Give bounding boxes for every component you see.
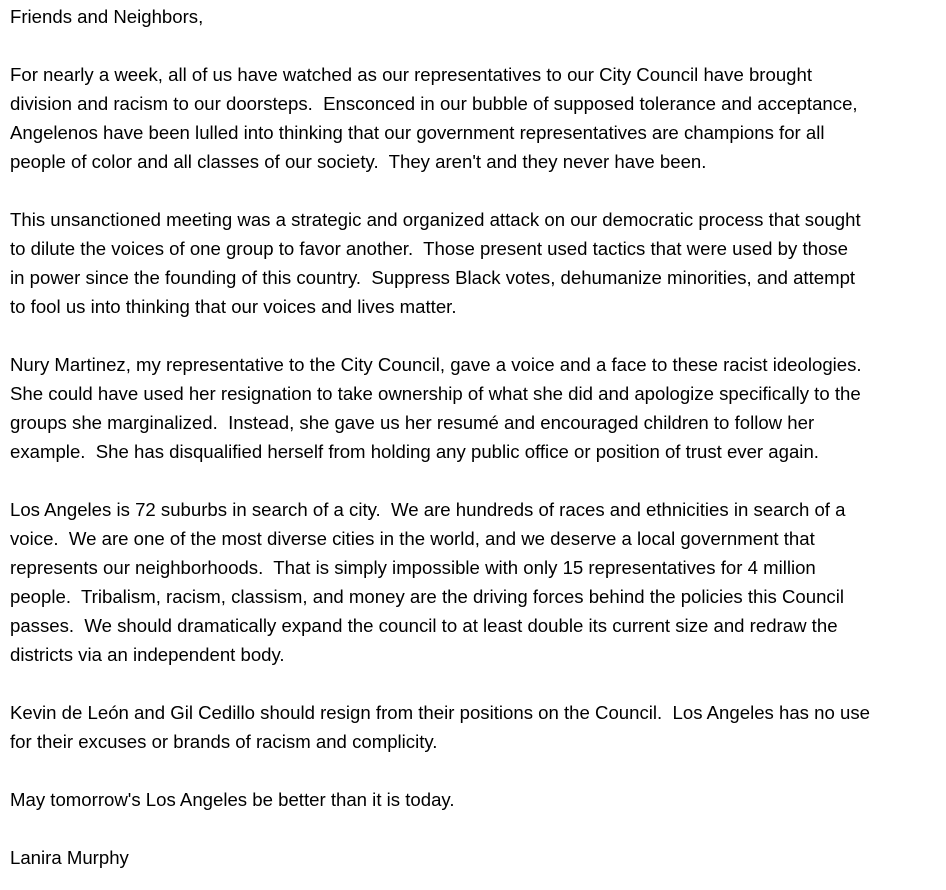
paragraph-line: Los Angeles is 72 suburbs in search of a city. We are hundreds of races and ethnicities in search of a: [10, 499, 846, 520]
signature: [10, 843, 940, 872]
paragraph-opening: [10, 60, 940, 176]
paragraph-line: For nearly a week, all of us have watched as our representatives to our City Council have brought: [10, 64, 813, 85]
paragraph-closing: [10, 785, 940, 814]
paragraph-line: districts via an independent body.: [10, 644, 285, 665]
paragraph-line: in power since the founding of this country. Suppress Black votes, dehumanize minorities, and attempt: [10, 267, 856, 288]
paragraph-resignation: [10, 698, 940, 756]
paragraph-line: voice. We are one of the most diverse cities in the world, and we deserve a local government that: [10, 528, 815, 549]
paragraph-line: represents our neighborhoods. That is simply impossible with only 15 representatives for 4 million: [10, 557, 816, 578]
paragraph-line: for their excuses or brands of racism and complicity.: [10, 731, 438, 752]
paragraph-meeting: [10, 205, 940, 321]
paragraph-line: This unsanctioned meeting was a strategic and organized attack on our democratic process that sought: [10, 209, 861, 230]
paragraph-line: division and racism to our doorsteps. Ensconced in our bubble of supposed tolerance and acceptance,: [10, 93, 858, 114]
paragraph-line: people. Tribalism, racism, classism, and money are the driving forces behind the policies this Council: [10, 586, 844, 607]
paragraph-line: to dilute the voices of one group to favor another. Those present used tactics that were used by those: [10, 238, 848, 259]
paragraph-line: groups she marginalized. Instead, she gave us her resumé and encouraged children to follow her: [10, 412, 815, 433]
letter-body: [10, 2, 940, 872]
paragraph-line: Kevin de León and Gil Cedillo should resign from their positions on the Council. Los Angeles has no use: [10, 702, 870, 723]
paragraph-line: people of color and all classes of our society. They aren't and they never have been.: [10, 151, 707, 172]
paragraph-line: She could have used her resignation to take ownership of what she did and apologize specifically to the: [10, 383, 861, 404]
signature-name: Lanira Murphy: [10, 847, 129, 868]
greeting-line: Friends and Neighbors,: [10, 6, 204, 27]
paragraph-line: example. She has disqualified herself from holding any public office or position of trust ever again.: [10, 441, 819, 462]
paragraph-line: Nury Martinez, my representative to the City Council, gave a voice and a face to these racist ideologies.: [10, 354, 862, 375]
paragraph-line: Angelenos have been lulled into thinking that our government representatives are champions for all: [10, 122, 825, 143]
paragraph-representative: [10, 350, 940, 466]
paragraph-los-angeles: [10, 495, 940, 669]
paragraph-line: passes. We should dramatically expand the council to at least double its current size and redraw the: [10, 615, 838, 636]
paragraph-line: May tomorrow's Los Angeles be better than it is today.: [10, 789, 455, 810]
greeting: [10, 2, 940, 31]
paragraph-line: to fool us into thinking that our voices and lives matter.: [10, 296, 457, 317]
